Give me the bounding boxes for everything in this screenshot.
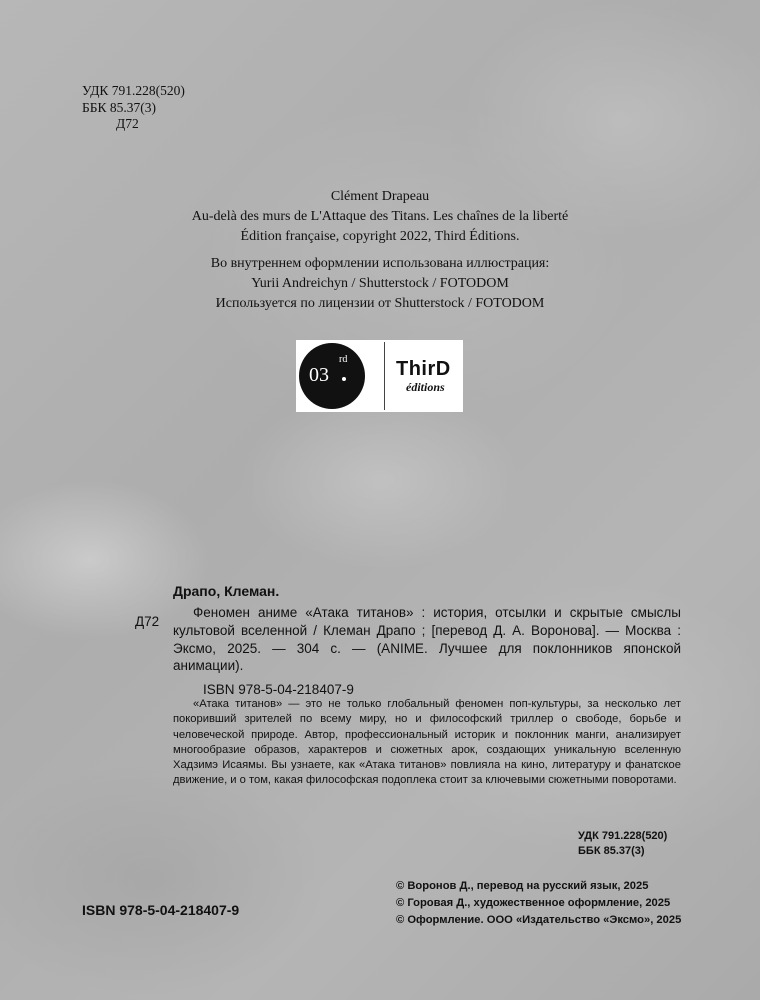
card-udk: УДК 791.228(520) bbox=[578, 830, 668, 842]
illustration-line-3: Используется по лицензии от Shutterstock / FOTODOM bbox=[215, 296, 545, 311]
logo-subtitle: éditions bbox=[406, 380, 445, 394]
illustration-credits bbox=[0, 254, 760, 314]
original-title: Au-delà des murs de L'Attaque des Titans. Les chaînes de la liberté bbox=[191, 209, 569, 224]
logo-dot bbox=[342, 377, 346, 381]
udk-code: УДК 791.228(520) bbox=[82, 83, 185, 98]
illustration-line-1: Во внутреннем оформлении использована иллюстрация: bbox=[210, 256, 550, 271]
classification-codes bbox=[82, 83, 185, 133]
author-sign: Д72 bbox=[116, 116, 139, 131]
logo-brand: ThirD bbox=[396, 358, 451, 380]
card-author: Драпо, Клеман. bbox=[173, 583, 280, 599]
original-author: Clément Drapeau bbox=[330, 189, 430, 204]
logo-superscript: rd bbox=[339, 354, 348, 365]
card-isbn: ISBN 978-5-04-218407-9 bbox=[203, 682, 354, 697]
illustration-line-2: Yurii Andreichyn / Shutterstock / FOTODOM bbox=[251, 276, 509, 291]
card-annotation: «Атака титанов» — это не только глобальный феномен поп-культуры, за несколько лет покоривший зрителей по всему миру, но и философский триллер о свободе, борьбе и человеческой природе. Автор, профессиональный историк и поклонник манги, анализирует многообразие образов, характеров и сюжетных арок, создающих уникальную вселенную Хадзимэ Исаямы. Вы узнаете, как «Атака титанов» повлияла на кино, литературу и фанатское движение, и о том, какая философская подоплека стоит за ключевыми сюжетными поворотами. bbox=[173, 698, 681, 787]
logo-divider bbox=[384, 342, 385, 410]
copyright-line-1: © Воронов Д., перевод на русский язык, 2025 bbox=[396, 880, 649, 892]
bbk-code: ББК 85.37(3) bbox=[82, 99, 156, 115]
original-edition-info bbox=[0, 187, 760, 247]
copyright-block bbox=[396, 878, 681, 929]
footer-isbn: ISBN 978-5-04-218407-9 bbox=[82, 902, 240, 918]
card-author-sign: Д72 bbox=[135, 614, 160, 629]
original-edition: Édition française, copyright 2022, Third Éditions. bbox=[240, 229, 520, 244]
copyright-line-3: © Оформление. ООО «Издательство «Эксмо», 2025 bbox=[396, 914, 682, 926]
card-bibliographic-description: Феномен аниме «Атака титанов» : история, отсылки и скрытые смыслы культовой вселенной / Клеман Драпо ; [перевод Д. А. Воронова]. — Москва : Эксмо, 2025. — 304 с. — (ANIME. Лучшее для поклонников японской анимации). bbox=[173, 605, 681, 674]
third-editions-logo bbox=[296, 340, 463, 412]
card-bbk: ББК 85.37(3) bbox=[578, 845, 645, 857]
logo-number: 03 bbox=[309, 364, 329, 386]
card-classification-codes bbox=[578, 829, 667, 859]
copyright-line-2: © Горовая Д., художественное оформление, 2025 bbox=[396, 897, 671, 909]
